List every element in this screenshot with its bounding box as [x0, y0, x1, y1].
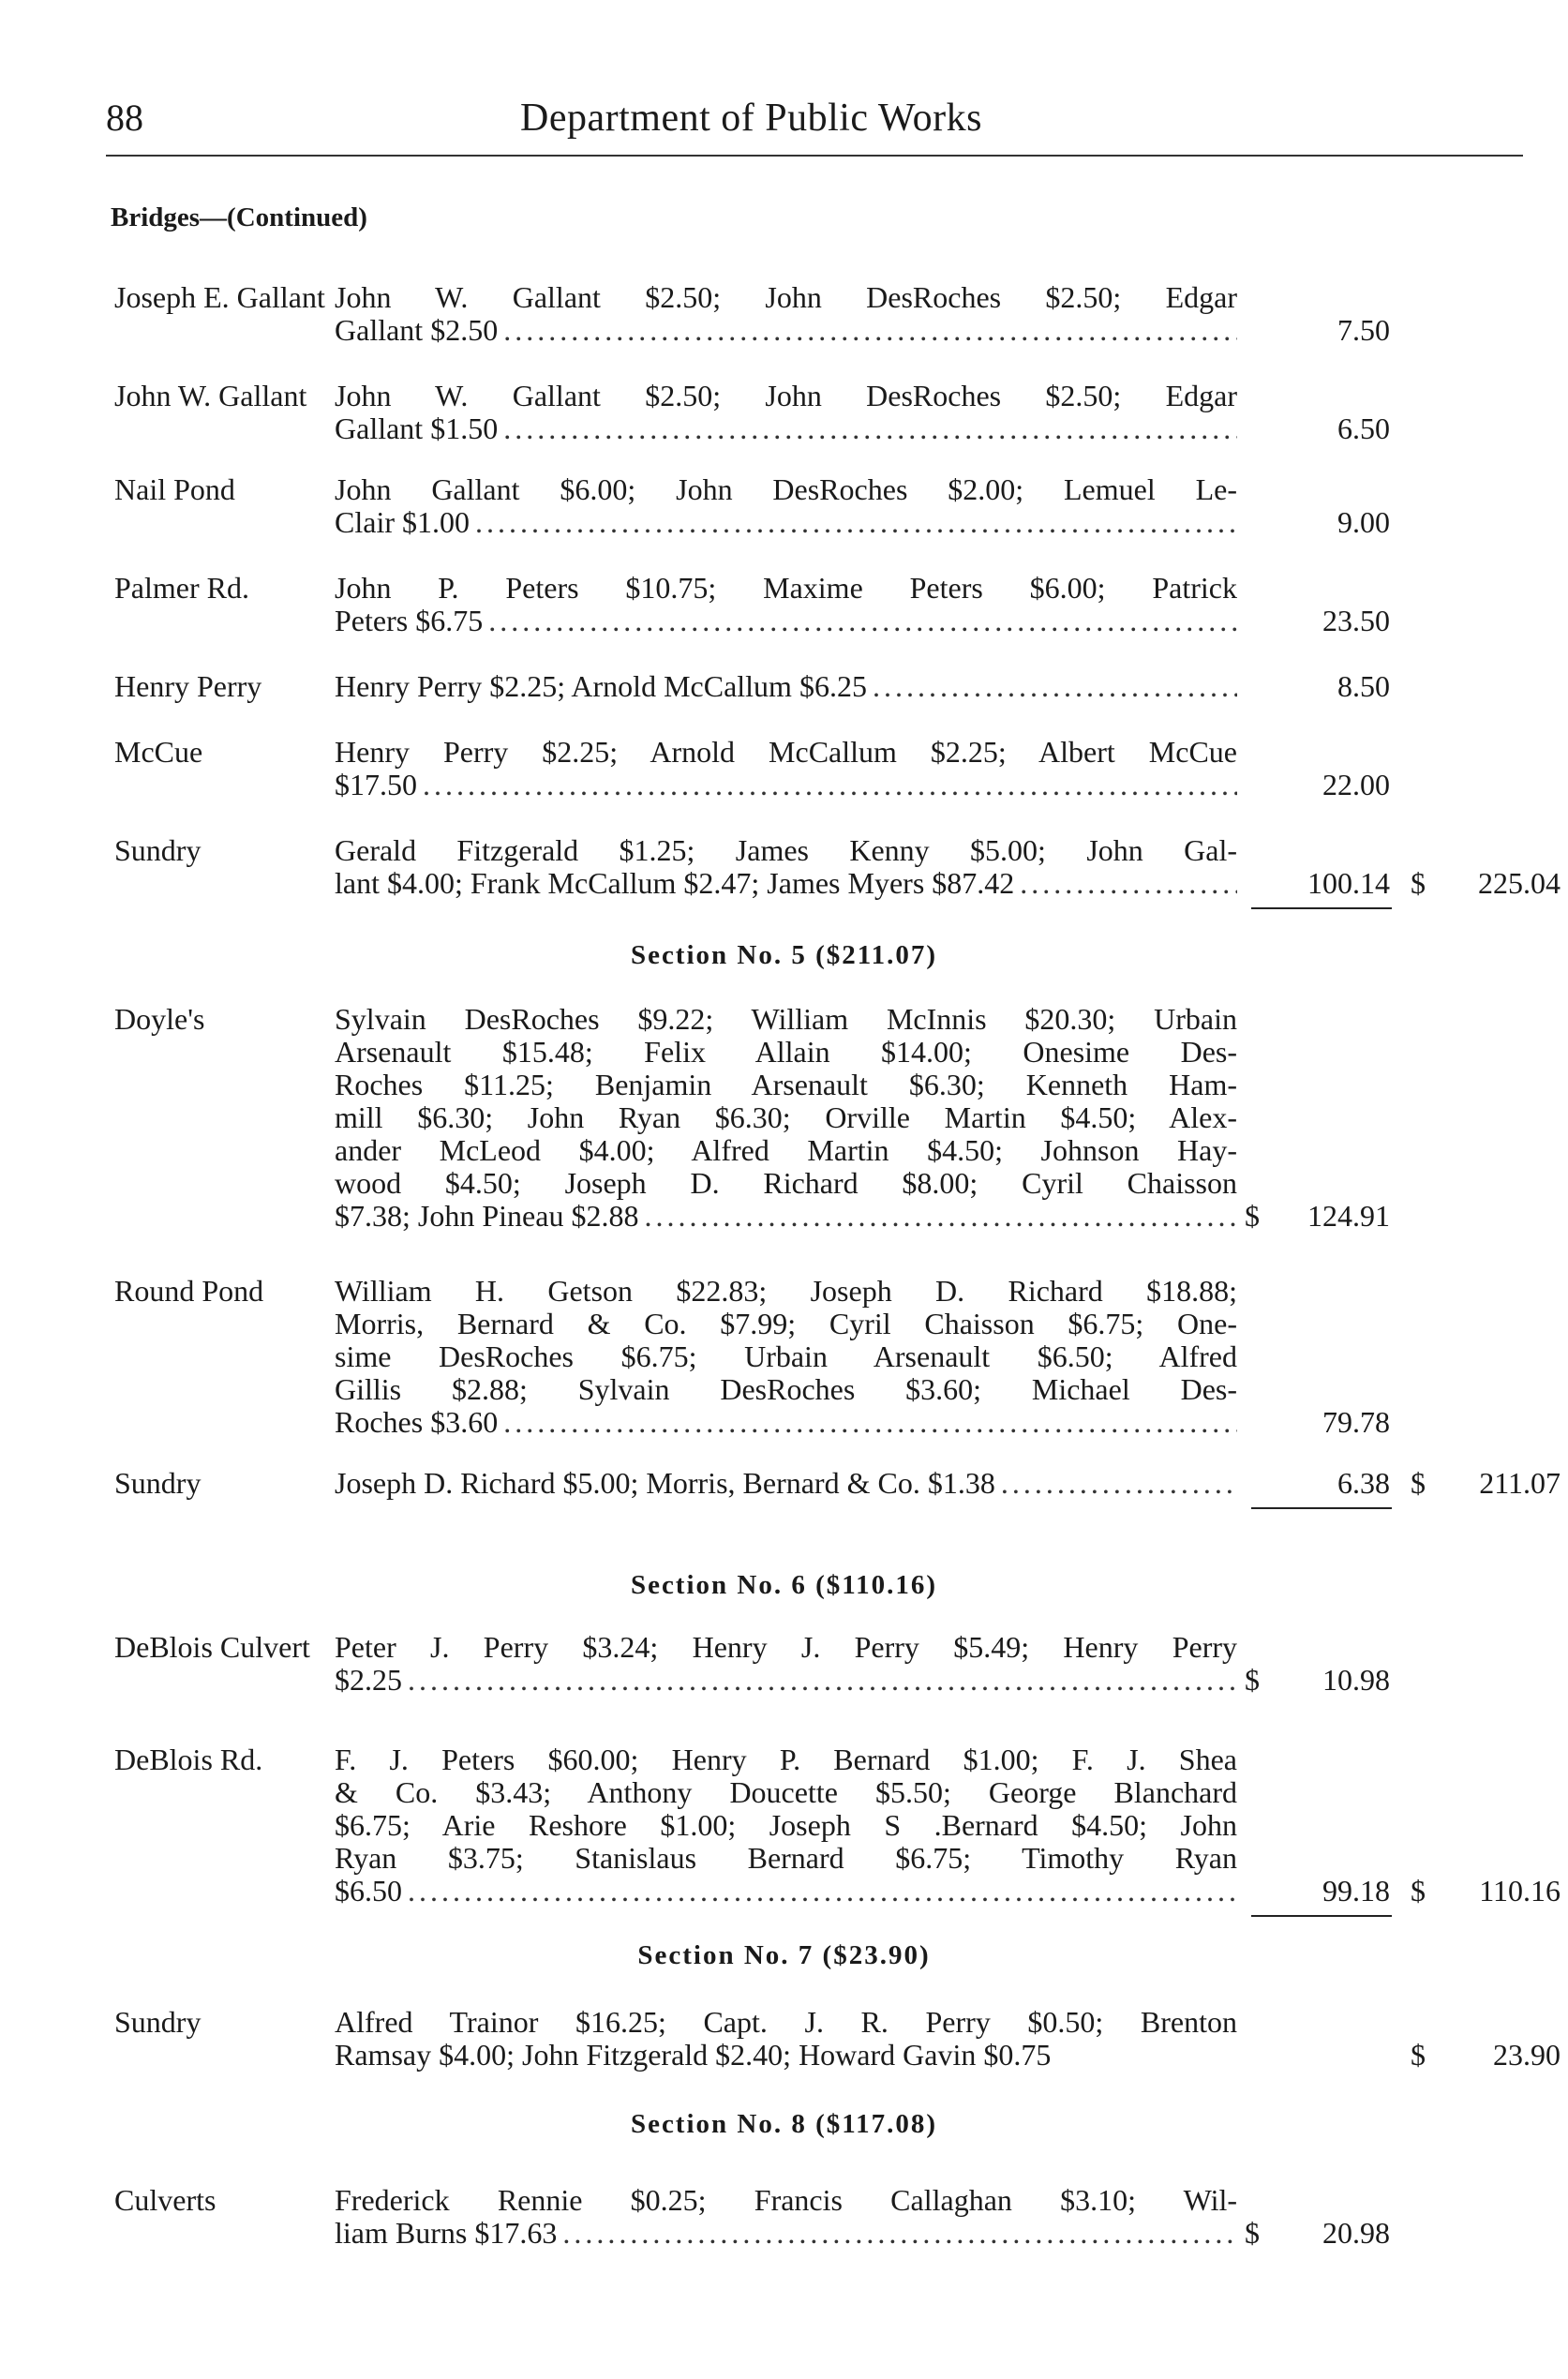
entry-amount: 79.78: [1322, 1405, 1390, 1439]
dot-leader: [503, 314, 1237, 347]
amount-dollar-sign: $: [1245, 1663, 1260, 1697]
description-line: Gillis $2.88; Sylvain DesRoches $3.60; Michael Des-: [335, 1373, 1237, 1406]
dot-leader: [408, 1664, 1237, 1697]
amount-dollar-sign: $: [1245, 1199, 1260, 1233]
entry-description: [335, 2184, 1237, 2250]
description-last-line: [335, 1200, 1237, 1233]
entry-description: [335, 1467, 1237, 1500]
description-line: Peter J. Perry $3.24; Henry J. Perry $5.49; Henry Perry: [335, 1631, 1237, 1664]
description-text: Roches $3.60: [335, 1406, 499, 1439]
entry-description: [335, 1743, 1237, 1908]
description-text: $7.38; John Pineau $2.88: [335, 1200, 639, 1233]
description-line: John W. Gallant $2.50; John DesRoches $2.50; Edgar: [335, 281, 1237, 314]
total-dollar-sign: $: [1411, 2038, 1426, 2072]
description-last-line: Ramsay $4.00; John Fitzgerald $2.40; Howard Gavin $0.75: [335, 2039, 1052, 2072]
description-last-line: [335, 506, 1237, 539]
dot-leader: [562, 2217, 1237, 2250]
description-line: Gerald Fitzgerald $1.25; James Kenny $5.00; John Gal-: [335, 834, 1237, 867]
description-line: mill $6.30; John Ryan $6.30; Orville Martin $4.50; Alex-: [335, 1101, 1237, 1134]
entry-description: [335, 2006, 1237, 2072]
ledger-entry: [0, 1003, 1568, 1233]
total-dollar-sign: $: [1411, 1874, 1426, 1908]
page-title: Department of Public Works: [520, 97, 982, 140]
ledger-entry: [0, 1631, 1568, 1697]
dot-leader: [475, 506, 1237, 539]
entry-description: [335, 1275, 1237, 1439]
description-line: John Gallant $6.00; John DesRoches $2.00; Lemuel Le-: [335, 473, 1237, 506]
dot-leader: [873, 670, 1237, 703]
entry-amount: 9.00: [1337, 505, 1390, 539]
header-rule: [106, 155, 1523, 157]
entry-label: Sundry: [114, 833, 202, 867]
description-line: Frederick Rennie $0.25; Francis Callaghan $3.10; Wil-: [335, 2184, 1237, 2217]
entry-description: [335, 1003, 1237, 1233]
subtotal-rule: [1251, 1915, 1392, 1917]
ledger-entry: [0, 736, 1568, 801]
description-last-line: [335, 1467, 1237, 1500]
entry-amount: 10.98: [1322, 1663, 1390, 1697]
description-text: Henry Perry $2.25; Arnold McCallum $6.25: [335, 670, 867, 703]
dot-leader: [1020, 867, 1237, 900]
ledger-entry: [0, 670, 1568, 703]
entry-amount: 8.50: [1337, 669, 1390, 703]
dot-leader: [488, 605, 1237, 637]
description-line: Ryan $3.75; Stanislaus Bernard $6.75; Timothy Ryan: [335, 1842, 1237, 1875]
section-heading: Section No. 6 ($110.16): [630, 1570, 938, 1600]
entry-label: McCue: [114, 735, 203, 769]
description-line: Alfred Trainor $16.25; Capt. J. R. Perry $0.50; Brenton: [335, 2006, 1237, 2039]
entry-description: [335, 670, 1237, 703]
ledger-entry: [0, 2006, 1568, 2072]
description-line: sime DesRoches $6.75; Urbain Arsenault $6.50; Alfred: [335, 1340, 1237, 1373]
description-line: Arsenault $15.48; Felix Allain $14.00; Onesime Des-: [335, 1036, 1237, 1069]
entry-description: [335, 736, 1237, 801]
subtotal-rule: [1251, 907, 1392, 909]
entry-amount: 7.50: [1337, 313, 1390, 347]
dot-leader: [408, 1875, 1237, 1908]
ledger-entry: [0, 473, 1568, 539]
entry-description: [335, 281, 1237, 347]
ledger-entry: [0, 281, 1568, 347]
entry-amount: 124.91: [1307, 1199, 1390, 1233]
entry-amount: 22.00: [1322, 768, 1390, 801]
description-text: Clair $1.00: [335, 506, 470, 539]
entry-amount: 6.38: [1337, 1466, 1390, 1500]
total-dollar-sign: $: [1411, 866, 1426, 900]
description-line: & Co. $3.43; Anthony Doucette $5.50; George Blanchard: [335, 1776, 1237, 1809]
entry-description: [335, 834, 1237, 900]
running-title: Bridges—(Continued): [111, 202, 367, 232]
entry-label: Sundry: [114, 2005, 202, 2039]
description-text: lant $4.00; Frank McCallum $2.47; James Myers $87.42: [335, 867, 1015, 900]
description-last-line: [335, 412, 1237, 445]
description-line: John W. Gallant $2.50; John DesRoches $2.50; Edgar: [335, 380, 1237, 412]
dot-leader: [423, 769, 1237, 801]
ledger-entry: [0, 2184, 1568, 2250]
description-text: Peters $6.75: [335, 605, 484, 637]
dot-leader: [503, 412, 1237, 445]
section-heading: Section No. 5 ($211.07): [630, 940, 938, 970]
description-text: Joseph D. Richard $5.00; Morris, Bernard & Co. $1.38: [335, 1467, 995, 1500]
ledger-entry: [0, 1275, 1568, 1439]
entry-label: John W. Gallant: [114, 379, 307, 412]
section-total: 110.16: [1479, 1874, 1561, 1908]
page-number: 88: [106, 97, 143, 139]
entry-label: Doyle's: [114, 1002, 205, 1036]
description-last-line: [335, 605, 1237, 637]
entry-amount: 23.50: [1322, 604, 1390, 637]
entry-label: DeBlois Rd.: [114, 1743, 263, 1776]
description-last-line: [335, 670, 1237, 703]
description-text: $17.50: [335, 769, 417, 801]
entry-label: Henry Perry: [114, 669, 262, 703]
description-text: $2.25: [335, 1664, 402, 1697]
dot-leader: [644, 1200, 1237, 1233]
ledger-entry: [0, 380, 1568, 445]
entry-label: Joseph E. Gallant: [114, 280, 325, 314]
entry-amount: 6.50: [1337, 411, 1390, 445]
ledger-entry: [0, 834, 1568, 900]
description-last-line: [335, 314, 1237, 347]
entry-label: Sundry: [114, 1466, 202, 1500]
description-last-line: [335, 1406, 1237, 1439]
total-dollar-sign: $: [1411, 1466, 1426, 1500]
amount-dollar-sign: $: [1245, 2216, 1260, 2250]
description-line: F. J. Peters $60.00; Henry P. Bernard $1.00; F. J. Shea: [335, 1743, 1237, 1776]
description-last-line: [335, 2217, 1237, 2250]
description-line: Morris, Bernard & Co. $7.99; Cyril Chaisson $6.75; One-: [335, 1308, 1237, 1340]
entry-amount: 20.98: [1322, 2216, 1390, 2250]
description-line: $6.75; Arie Reshore $1.00; Joseph S .Bernard $4.50; John: [335, 1809, 1237, 1842]
ledger-entry: [0, 572, 1568, 637]
description-last-line: [335, 1875, 1237, 1908]
dot-leader: [503, 1406, 1237, 1439]
description-last-line: [335, 1664, 1237, 1697]
description-line: John P. Peters $10.75; Maxime Peters $6.00; Patrick: [335, 572, 1237, 605]
subtotal-rule: [1251, 1507, 1392, 1509]
section-heading: Section No. 8 ($117.08): [630, 2109, 938, 2139]
ledger-entry: [0, 1743, 1568, 1908]
description-line: wood $4.50; Joseph D. Richard $8.00; Cyril Chaisson: [335, 1167, 1237, 1200]
description-line: ander McLeod $4.00; Alfred Martin $4.50; Johnson Hay-: [335, 1134, 1237, 1167]
description-text: Gallant $1.50: [335, 412, 499, 445]
entry-label: Nail Pond: [114, 472, 235, 506]
section-heading: Section No. 7 ($23.90): [637, 1940, 931, 1970]
entry-description: [335, 1631, 1237, 1697]
entry-description: [335, 473, 1237, 539]
entry-label: DeBlois Culvert: [114, 1630, 310, 1664]
description-last-line: [335, 769, 1237, 801]
description-text: Gallant $2.50: [335, 314, 499, 347]
description-text: liam Burns $17.63: [335, 2217, 558, 2250]
dot-leader: [1001, 1467, 1237, 1500]
section-total: 211.07: [1479, 1466, 1561, 1500]
entry-label: Culverts: [114, 2183, 217, 2217]
description-last-line: [335, 867, 1237, 900]
description-text: $6.50: [335, 1875, 402, 1908]
description-line: Sylvain DesRoches $9.22; William McInnis $20.30; Urbain: [335, 1003, 1237, 1036]
entry-description: [335, 572, 1237, 637]
section-total: 225.04: [1478, 866, 1561, 900]
description-line: William H. Getson $22.83; Joseph D. Richard $18.88;: [335, 1275, 1237, 1308]
ledger-entry: [0, 1467, 1568, 1500]
entry-amount: 99.18: [1322, 1874, 1390, 1908]
entry-amount: 100.14: [1307, 866, 1390, 900]
description-line: Roches $11.25; Benjamin Arsenault $6.30; Kenneth Ham-: [335, 1069, 1237, 1101]
entry-label: Palmer Rd.: [114, 571, 249, 605]
entry-label: Round Pond: [114, 1274, 264, 1308]
description-line: Henry Perry $2.25; Arnold McCallum $2.25; Albert McCue: [335, 736, 1237, 769]
entry-description: [335, 380, 1237, 445]
section-total: 23.90: [1493, 2038, 1561, 2072]
